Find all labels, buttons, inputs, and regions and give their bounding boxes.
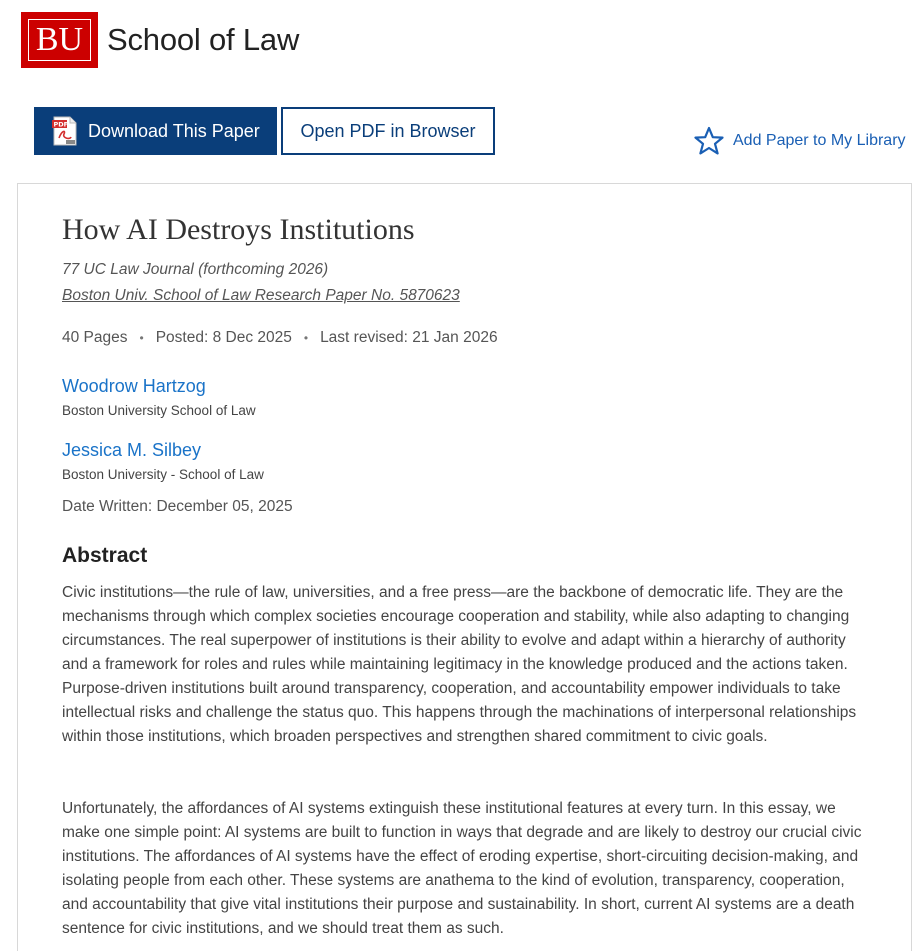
star-icon	[694, 126, 724, 156]
open-pdf-label: Open PDF in Browser	[300, 120, 476, 141]
add-library-label: Add Paper to My Library	[733, 132, 906, 149]
bu-logo-letters: BU	[35, 21, 84, 58]
journal-citation: 77 UC Law Journal (forthcoming 2026)	[62, 261, 329, 278]
abstract-paragraph: Unfortunately, the affordances of AI systems extinguish these institutional features at every turn. In this essay, we make one simple point: AI systems are built to function in ways that degrade and are likely to destroy our crucial civic institutions. The affordances of AI systems have the effect of eroding expertise, short-circuiting decision-making, and isolating people from each other. These systems are anathema to the kind of evolution, transparency, cooperation, and accountability that give vital institutions their purpose and sustainability. In short, current AI systems are a death sentence for civic institutions, and we should treat them as such.	[62, 800, 862, 937]
abstract-heading: Abstract	[62, 544, 148, 567]
open-pdf-browser-button[interactable]	[281, 107, 495, 155]
meta-separator: •	[303, 331, 309, 345]
author-link[interactable]: Jessica M. Silbey	[62, 440, 202, 460]
meta-separator: •	[139, 331, 144, 345]
pdf-file-icon	[52, 116, 78, 146]
svg-text:PDF: PDF	[53, 120, 69, 129]
author-affiliation: Boston University School of Law	[62, 403, 256, 418]
page-count: 40 Pages	[62, 329, 128, 346]
paper-meta	[62, 329, 498, 347]
bu-logo-mark	[23, 14, 96, 66]
bu-law-logo[interactable]	[23, 14, 299, 66]
paper-title: How AI Destroys Institutions	[62, 213, 415, 246]
school-name: School of Law	[107, 22, 300, 57]
download-paper-button[interactable]	[34, 107, 277, 155]
date-written: Date Written: December 05, 2025	[62, 498, 293, 515]
author-affiliation: Boston University - School of Law	[62, 467, 264, 482]
add-to-library-link[interactable]	[694, 126, 906, 156]
abstract-paragraph: Civic institutions—the rule of law, universities, and a free press—are the backbone of democratic life. They are the mechanisms through which complex societies encourage cooperation and stability, while also adapting to changing circumstances. The real superpower of institutions is their ability to evolve and adapt within a hierarchy of authority and a framework for roles and rules while maintaining legitimacy in the knowledge produced and the actions taken. Purpose-driven institutions built around transparency, cooperation, and accountability empower individuals to take intellectual risks and challenge the status quo. This happens through the machinations of interpersonal relationships within those institutions, which broaden perspectives and strengthen shared commitment to civic goals.	[62, 584, 857, 745]
revised-date: Last revised: 21 Jan 2026	[320, 329, 498, 346]
download-paper-label: Download This Paper	[88, 120, 260, 141]
research-paper-series-link[interactable]: Boston Univ. School of Law Research Paper No. 5870623	[62, 287, 460, 304]
author-link[interactable]: Woodrow Hartzog	[62, 376, 206, 396]
posted-date: Posted: 8 Dec 2025	[155, 329, 292, 346]
